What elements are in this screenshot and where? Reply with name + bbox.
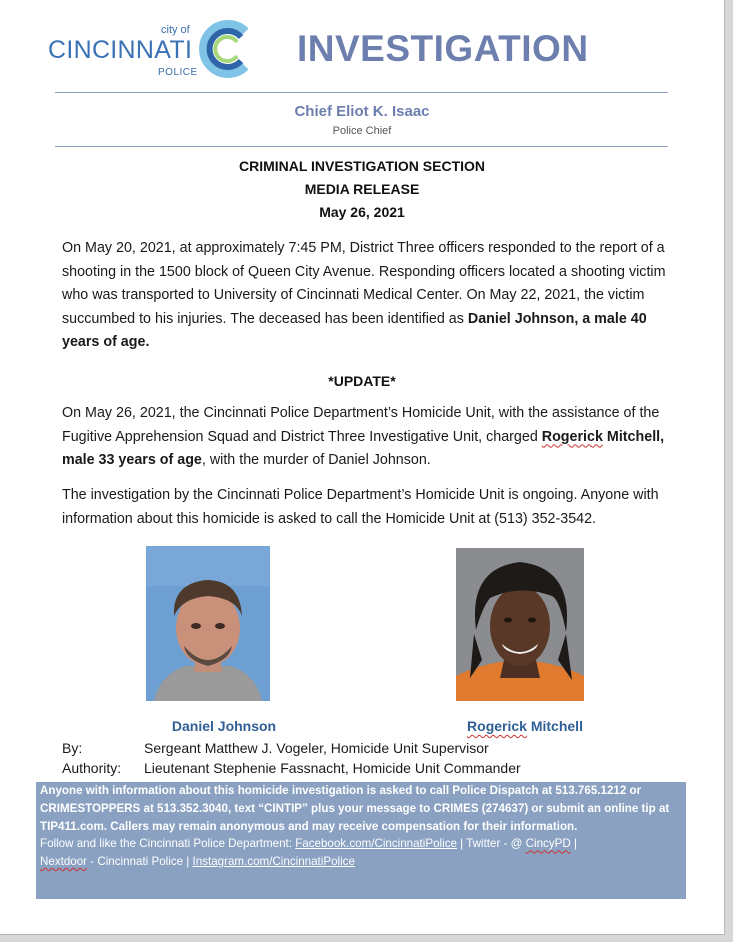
chief-name: Chief Eliot K. Isaac xyxy=(294,103,430,120)
paragraph-incident xyxy=(62,237,687,355)
page-title: INVESTIGATION xyxy=(297,28,589,69)
credits-by xyxy=(62,740,489,756)
footer-contact-box xyxy=(36,782,686,899)
by-value: Sergeant Matthew J. Vogeler, Homicide Unit Supervisor xyxy=(144,740,489,756)
header-divider-bottom xyxy=(55,146,668,147)
instagram-link[interactable]: Instagram.com/CincinnatiPolice xyxy=(192,855,355,869)
suspect-first-name: Rogerick xyxy=(541,428,603,445)
logo-cincinnati: CINCINNATI xyxy=(48,36,193,64)
footer-sep-2: | xyxy=(570,837,577,851)
twitter-handle[interactable]: CincyPD xyxy=(525,837,571,851)
victim-identity: Daniel Johnson, a male 40 years of age. xyxy=(62,310,647,350)
release-date: May 26, 2021 xyxy=(319,204,405,220)
section-heading: CRIMINAL INVESTIGATION SECTION xyxy=(238,158,486,174)
suspect-caption xyxy=(440,718,610,734)
update-text: On May 26, 2021, the Cincinnati Police Department’s Homicide Unit, with the assistance of the Fugitive Apprehension Squad and District Three Investigative Unit, charged xyxy=(62,405,660,445)
suspect-identity: Mitchell, male 33 years of age xyxy=(62,428,665,468)
release-type: MEDIA RELEASE xyxy=(304,181,420,197)
authority-label: Authority: xyxy=(62,760,122,776)
footer-sep-3: | xyxy=(183,855,193,869)
paragraph-update xyxy=(62,402,687,473)
paragraph-ongoing xyxy=(62,484,687,531)
nextdoor-rest: - Cincinnati Police xyxy=(87,855,184,869)
nextdoor-link[interactable]: Nextdoor xyxy=(40,855,88,869)
header-divider-top xyxy=(55,92,668,93)
suspect-photo xyxy=(456,548,584,701)
by-label: By: xyxy=(62,740,83,756)
credits-authority xyxy=(62,760,521,776)
chief-title: Police Chief xyxy=(332,125,392,137)
cincinnati-police-logo xyxy=(48,14,258,84)
footer-sep-1: | Twitter - @ xyxy=(456,837,526,851)
ongoing-text: The investigation by the Cincinnati Police Department’s Homicide Unit is ongoing. Anyone with information about this homicide is asked to call the Homicide Unit at (513) 352-3542. xyxy=(62,487,659,527)
update-text-end: , with the murder of Daniel Johnson. xyxy=(201,452,431,468)
victim-caption: Daniel Johnson xyxy=(171,718,277,734)
suspect-caption-first: Rogerick xyxy=(467,718,527,734)
victim-photo xyxy=(146,546,270,701)
footer-social-line xyxy=(40,853,682,871)
logo-police: POLICE xyxy=(158,67,198,78)
footer-follow-line xyxy=(40,835,682,853)
authority-value: Lieutenant Stephenie Fassnacht, Homicide Unit Commander xyxy=(144,760,521,776)
footer-tip-text: Anyone with information about this homicide investigation is asked to call Police Dispatch at 513.765.1212 or CRIMESTOPPERS at 513.352.3040, text “CINTIP” plus your message to CRIMES (274637) or submit an online tip at TIP411.com. Callers may remain anonymous and may receive compensation for their information. xyxy=(40,784,670,833)
update-heading: *UPDATE* xyxy=(328,373,396,389)
logo-city-of: city of xyxy=(161,24,190,36)
incident-text: On May 20, 2021, at approximately 7:45 PM, District Three officers responded to the report of a shooting in the 1500 block of Queen City Avenue. Responding officers located a shooting victim who was transported to University of Cincinnati Medical Center. On May 22, 2021, the victim succumbed to his injuries. The deceased has been identified as xyxy=(62,240,666,327)
logo-c-emblem-icon xyxy=(195,18,255,80)
suspect-caption-last: Mitchell xyxy=(526,718,583,734)
facebook-link[interactable]: Facebook.com/CincinnatiPolice xyxy=(295,837,457,851)
footer-follow-text: Follow and like the Cincinnati Police Department: xyxy=(40,837,296,851)
